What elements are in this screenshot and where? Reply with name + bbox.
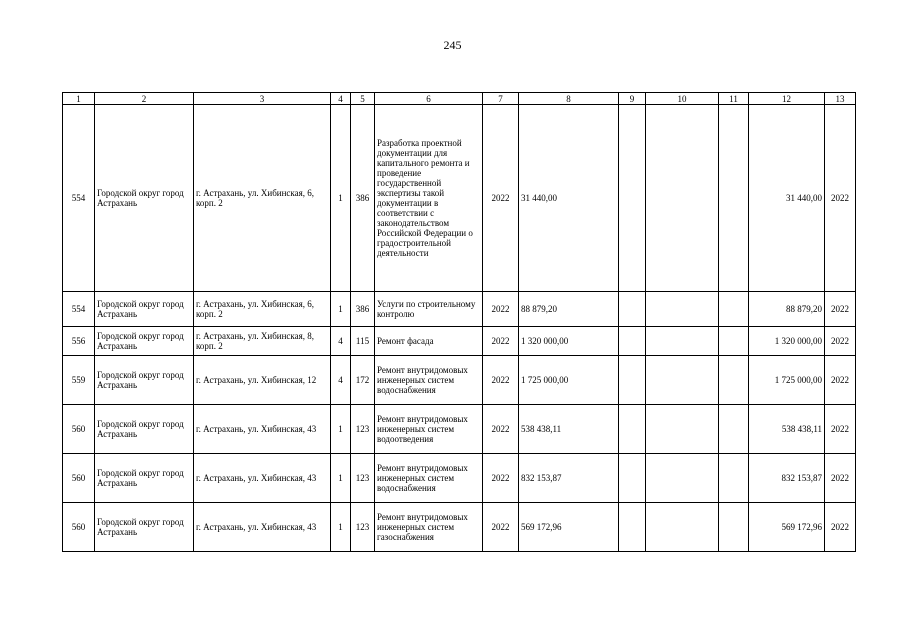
header-cell: 4 (331, 93, 351, 105)
floors-cell: 1 (331, 454, 351, 503)
work-type-cell: Разработка проектной документации для капитального ремонта и проведение государственной экспертизы такой документации в соответствии с законодательством Российской Федерации о градостроительной деятельности (375, 105, 483, 292)
col-11-cell (719, 503, 749, 552)
area-cell: 123 (351, 503, 375, 552)
area-cell: 386 (351, 292, 375, 327)
total-cost-cell: 832 153,87 (749, 454, 825, 503)
row-number-cell: 556 (63, 327, 95, 356)
total-cost-cell: 88 879,20 (749, 292, 825, 327)
floors-cell: 4 (331, 356, 351, 405)
completion-year-cell: 2022 (825, 454, 856, 503)
address-cell: г. Астрахань, ул. Хибинская, 6, корп. 2 (194, 292, 331, 327)
col-9-cell (619, 105, 646, 292)
header-cell: 8 (519, 93, 619, 105)
plan-year-cell: 2022 (483, 327, 519, 356)
table-row (63, 356, 856, 405)
row-number-cell: 554 (63, 292, 95, 327)
work-type-cell: Услуги по строительному контролю (375, 292, 483, 327)
table-row (63, 105, 856, 292)
cost-cell: 538 438,11 (519, 405, 619, 454)
total-cost-cell: 1 320 000,00 (749, 327, 825, 356)
work-type-cell: Ремонт внутридомовых инженерных систем водоотведения (375, 405, 483, 454)
table-row (63, 454, 856, 503)
address-cell: г. Астрахань, ул. Хибинская, 43 (194, 454, 331, 503)
header-cell: 6 (375, 93, 483, 105)
table-row (63, 292, 856, 327)
col-10-cell (646, 454, 719, 503)
header-cell: 12 (749, 93, 825, 105)
work-type-cell: Ремонт внутридомовых инженерных систем водоснабжения (375, 454, 483, 503)
header-cell: 5 (351, 93, 375, 105)
plan-year-cell: 2022 (483, 503, 519, 552)
row-number-cell: 554 (63, 105, 95, 292)
col-9-cell (619, 405, 646, 454)
work-type-cell: Ремонт фасада (375, 327, 483, 356)
floors-cell: 1 (331, 405, 351, 454)
area-cell: 386 (351, 105, 375, 292)
col-9-cell (619, 327, 646, 356)
header-cell: 9 (619, 93, 646, 105)
area-cell: 123 (351, 454, 375, 503)
cost-cell: 31 440,00 (519, 105, 619, 292)
total-cost-cell: 569 172,96 (749, 503, 825, 552)
completion-year-cell: 2022 (825, 405, 856, 454)
cost-cell: 1 320 000,00 (519, 327, 619, 356)
col-11-cell (719, 327, 749, 356)
address-cell: г. Астрахань, ул. Хибинская, 12 (194, 356, 331, 405)
completion-year-cell: 2022 (825, 105, 856, 292)
col-10-cell (646, 405, 719, 454)
row-number-cell: 560 (63, 503, 95, 552)
address-cell: г. Астрахань, ул. Хибинская, 43 (194, 405, 331, 454)
completion-year-cell: 2022 (825, 292, 856, 327)
completion-year-cell: 2022 (825, 503, 856, 552)
completion-year-cell: 2022 (825, 327, 856, 356)
floors-cell: 1 (331, 503, 351, 552)
completion-year-cell: 2022 (825, 356, 856, 405)
col-10-cell (646, 105, 719, 292)
total-cost-cell: 31 440,00 (749, 105, 825, 292)
header-cell: 7 (483, 93, 519, 105)
row-number-cell: 560 (63, 405, 95, 454)
col-11-cell (719, 454, 749, 503)
row-number-cell: 559 (63, 356, 95, 405)
total-cost-cell: 538 438,11 (749, 405, 825, 454)
header-cell: 3 (194, 93, 331, 105)
header-cell: 1 (63, 93, 95, 105)
col-11-cell (719, 356, 749, 405)
area-cell: 115 (351, 327, 375, 356)
floors-cell: 4 (331, 327, 351, 356)
plan-year-cell: 2022 (483, 292, 519, 327)
table-row (63, 503, 856, 552)
address-cell: г. Астрахань, ул. Хибинская, 8, корп. 2 (194, 327, 331, 356)
col-9-cell (619, 503, 646, 552)
col-10-cell (646, 503, 719, 552)
col-9-cell (619, 356, 646, 405)
header-cell: 2 (95, 93, 194, 105)
address-cell: г. Астрахань, ул. Хибинская, 43 (194, 503, 331, 552)
col-9-cell (619, 454, 646, 503)
header-cell: 11 (719, 93, 749, 105)
area-cell: 123 (351, 405, 375, 454)
municipality-cell: Городской округ город Астрахань (95, 105, 194, 292)
municipality-cell: Городской округ город Астрахань (95, 292, 194, 327)
col-10-cell (646, 292, 719, 327)
municipality-cell: Городской округ город Астрахань (95, 327, 194, 356)
plan-year-cell: 2022 (483, 454, 519, 503)
col-10-cell (646, 356, 719, 405)
work-type-cell: Ремонт внутридомовых инженерных систем водоснабжения (375, 356, 483, 405)
cost-cell: 1 725 000,00 (519, 356, 619, 405)
plan-year-cell: 2022 (483, 356, 519, 405)
col-11-cell (719, 105, 749, 292)
address-cell: г. Астрахань, ул. Хибинская, 6, корп. 2 (194, 105, 331, 292)
cost-cell: 832 153,87 (519, 454, 619, 503)
header-cell: 13 (825, 93, 856, 105)
table-row (63, 327, 856, 356)
plan-year-cell: 2022 (483, 405, 519, 454)
work-type-cell: Ремонт внутридомовых инженерных систем газоснабжения (375, 503, 483, 552)
cost-cell: 88 879,20 (519, 292, 619, 327)
total-cost-cell: 1 725 000,00 (749, 356, 825, 405)
floors-cell: 1 (331, 105, 351, 292)
municipality-cell: Городской округ город Астрахань (95, 405, 194, 454)
row-number-cell: 560 (63, 454, 95, 503)
area-cell: 172 (351, 356, 375, 405)
page-number: 245 (443, 38, 462, 52)
table-row (63, 405, 856, 454)
registry-table (62, 92, 856, 552)
plan-year-cell: 2022 (483, 105, 519, 292)
header-cell: 10 (646, 93, 719, 105)
col-11-cell (719, 292, 749, 327)
floors-cell: 1 (331, 292, 351, 327)
col-11-cell (719, 405, 749, 454)
col-10-cell (646, 327, 719, 356)
municipality-cell: Городской округ город Астрахань (95, 503, 194, 552)
col-9-cell (619, 292, 646, 327)
municipality-cell: Городской округ город Астрахань (95, 356, 194, 405)
header-row (63, 93, 856, 105)
cost-cell: 569 172,96 (519, 503, 619, 552)
municipality-cell: Городской округ город Астрахань (95, 454, 194, 503)
